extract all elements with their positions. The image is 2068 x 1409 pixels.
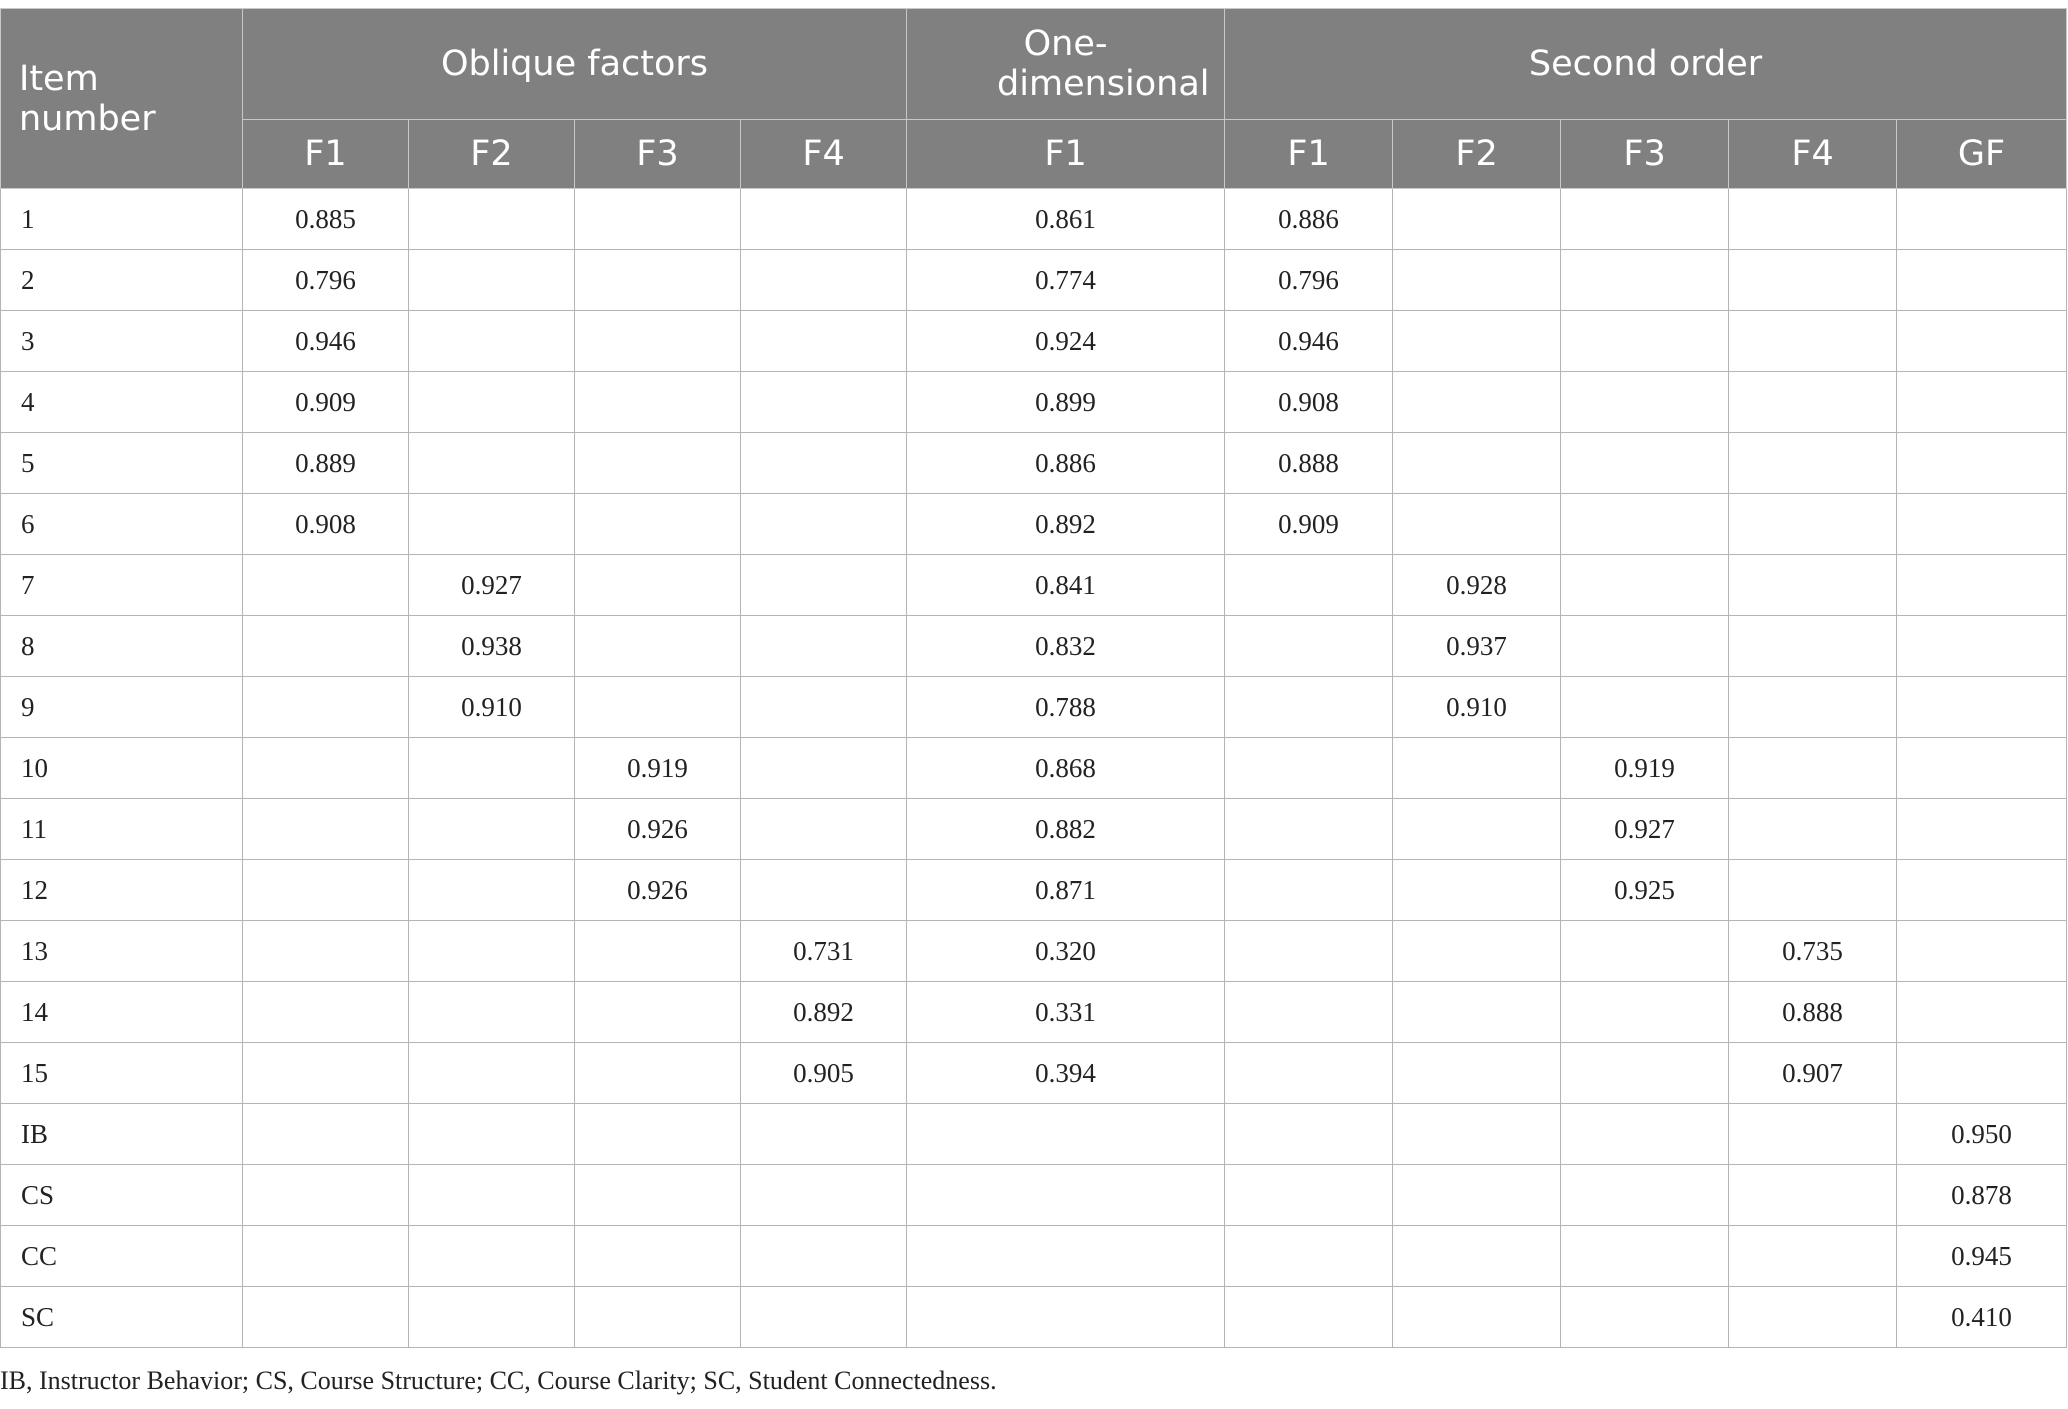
loading-cell: [1561, 250, 1729, 311]
loading-cell: 0.841: [907, 555, 1225, 616]
loading-cell: 0.910: [1393, 677, 1561, 738]
factor-loadings-table: [0, 8, 2067, 1348]
loading-cell: 0.882: [907, 799, 1225, 860]
loading-cell: [409, 1226, 575, 1287]
loading-cell: [243, 1104, 409, 1165]
loading-cell: [1897, 799, 2067, 860]
loading-cell: [1393, 372, 1561, 433]
item-label-cell: SC: [1, 1287, 243, 1348]
loading-cell: 0.888: [1225, 433, 1393, 494]
item-label-cell: 5: [1, 433, 243, 494]
loading-cell: [741, 372, 907, 433]
loading-cell: [1393, 250, 1561, 311]
loading-cell: [409, 982, 575, 1043]
loading-cell: [243, 982, 409, 1043]
subcolumn-header: F1: [1225, 120, 1393, 189]
loading-cell: [1225, 1165, 1393, 1226]
loading-cell: [409, 921, 575, 982]
loading-cell: [409, 1104, 575, 1165]
loading-cell: 0.928: [1393, 555, 1561, 616]
table-row: [1, 1226, 2067, 1287]
loading-cell: [1897, 616, 2067, 677]
table-row: [1, 860, 2067, 921]
loading-cell: [741, 189, 907, 250]
loading-cell: [741, 250, 907, 311]
loading-cell: 0.908: [1225, 372, 1393, 433]
item-label-cell: 7: [1, 555, 243, 616]
loading-cell: [1561, 189, 1729, 250]
loading-cell: [1897, 860, 2067, 921]
loading-cell: 0.926: [575, 860, 741, 921]
table-row: [1, 799, 2067, 860]
loading-cell: 0.331: [907, 982, 1225, 1043]
loading-cell: 0.878: [1897, 1165, 2067, 1226]
loading-cell: 0.907: [1729, 1043, 1897, 1104]
loading-cell: 0.946: [243, 311, 409, 372]
loading-cell: [1729, 189, 1897, 250]
loading-cell: [741, 433, 907, 494]
loading-cell: 0.394: [907, 1043, 1225, 1104]
loading-cell: [575, 677, 741, 738]
loading-cell: 0.924: [907, 311, 1225, 372]
loading-cell: [1225, 616, 1393, 677]
table-body: [1, 189, 2067, 1348]
loading-cell: [907, 1165, 1225, 1226]
loading-cell: [409, 799, 575, 860]
loading-cell: [575, 494, 741, 555]
loading-cell: [1729, 860, 1897, 921]
item-label-cell: 3: [1, 311, 243, 372]
loading-cell: [575, 1104, 741, 1165]
loading-cell: [1561, 677, 1729, 738]
loading-cell: 0.938: [409, 616, 575, 677]
loading-cell: [1561, 494, 1729, 555]
loading-cell: [575, 921, 741, 982]
subcolumn-header: F1: [907, 120, 1225, 189]
loading-cell: [1225, 1043, 1393, 1104]
loading-cell: [741, 1104, 907, 1165]
loading-cell: 0.950: [1897, 1104, 2067, 1165]
one-dimensional-header: One-dimensional: [907, 9, 1225, 120]
loading-cell: [409, 311, 575, 372]
loading-cell: [1561, 311, 1729, 372]
loading-cell: 0.937: [1393, 616, 1561, 677]
loading-cell: 0.892: [741, 982, 907, 1043]
loading-cell: [409, 738, 575, 799]
loading-cell: [409, 494, 575, 555]
item-label-cell: 13: [1, 921, 243, 982]
loading-cell: [575, 189, 741, 250]
loading-cell: [1897, 494, 2067, 555]
item-label-cell: 8: [1, 616, 243, 677]
loading-cell: 0.888: [1729, 982, 1897, 1043]
loading-cell: 0.886: [1225, 189, 1393, 250]
item-label-cell: 10: [1, 738, 243, 799]
loading-cell: 0.909: [1225, 494, 1393, 555]
loading-cell: [409, 860, 575, 921]
loading-cell: [1393, 494, 1561, 555]
loading-cell: [243, 677, 409, 738]
loading-cell: [243, 1043, 409, 1104]
loading-cell: [1393, 433, 1561, 494]
loading-cell: [409, 1287, 575, 1348]
loading-cell: [1561, 1226, 1729, 1287]
loading-cell: [575, 250, 741, 311]
loading-cell: [1561, 616, 1729, 677]
loading-cell: [1897, 677, 2067, 738]
loading-cell: [1561, 1043, 1729, 1104]
loading-cell: 0.410: [1897, 1287, 2067, 1348]
loading-cell: 0.945: [1897, 1226, 2067, 1287]
loading-cell: [243, 1165, 409, 1226]
item-label-cell: 15: [1, 1043, 243, 1104]
loading-cell: [907, 1287, 1225, 1348]
loading-cell: [1225, 1226, 1393, 1287]
loading-cell: [1897, 189, 2067, 250]
loading-cell: [243, 1287, 409, 1348]
loading-cell: 0.788: [907, 677, 1225, 738]
loading-cell: [1729, 433, 1897, 494]
loading-cell: [409, 372, 575, 433]
loading-cell: [243, 921, 409, 982]
loading-cell: 0.320: [907, 921, 1225, 982]
table-row: [1, 555, 2067, 616]
loading-cell: [575, 1165, 741, 1226]
item-label-cell: 9: [1, 677, 243, 738]
loading-cell: [907, 1104, 1225, 1165]
loading-cell: [1393, 982, 1561, 1043]
loading-cell: 0.926: [575, 799, 741, 860]
loading-cell: 0.868: [907, 738, 1225, 799]
loading-cell: [575, 311, 741, 372]
loading-cell: [243, 616, 409, 677]
loading-cell: 0.871: [907, 860, 1225, 921]
loading-cell: [1729, 1104, 1897, 1165]
subcolumn-header: F4: [1729, 120, 1897, 189]
loading-cell: 0.905: [741, 1043, 907, 1104]
table-row: [1, 372, 2067, 433]
loading-cell: [741, 311, 907, 372]
table-row: [1, 1104, 2067, 1165]
table-row: [1, 616, 2067, 677]
loading-cell: [243, 860, 409, 921]
loading-cell: [1393, 860, 1561, 921]
loading-cell: [575, 616, 741, 677]
loading-cell: [1561, 982, 1729, 1043]
loading-cell: [1897, 433, 2067, 494]
loading-cell: [1897, 1043, 2067, 1104]
table-row: [1, 250, 2067, 311]
loading-cell: [243, 1226, 409, 1287]
loading-cell: [1897, 738, 2067, 799]
loading-cell: [575, 555, 741, 616]
loading-cell: [1561, 921, 1729, 982]
loading-cell: [409, 433, 575, 494]
loading-cell: 0.731: [741, 921, 907, 982]
loading-cell: [1225, 921, 1393, 982]
loading-cell: 0.861: [907, 189, 1225, 250]
loading-cell: [1225, 555, 1393, 616]
loading-cell: [1393, 1165, 1561, 1226]
loading-cell: 0.796: [243, 250, 409, 311]
subcolumn-header: F3: [1561, 120, 1729, 189]
loading-cell: [575, 1043, 741, 1104]
loading-cell: 0.910: [409, 677, 575, 738]
loading-cell: [575, 1287, 741, 1348]
loading-cell: [409, 250, 575, 311]
loading-cell: [1897, 555, 2067, 616]
loading-cell: [1225, 677, 1393, 738]
loading-cell: 0.908: [243, 494, 409, 555]
loading-cell: [1897, 372, 2067, 433]
subcolumn-header: F2: [409, 120, 575, 189]
table-row: [1, 982, 2067, 1043]
loading-cell: [1393, 799, 1561, 860]
loading-cell: [1561, 372, 1729, 433]
loading-cell: [1561, 433, 1729, 494]
loading-cell: [243, 799, 409, 860]
loading-cell: [1897, 250, 2067, 311]
table-row: [1, 921, 2067, 982]
table-row: [1, 311, 2067, 372]
item-label-cell: 11: [1, 799, 243, 860]
loading-cell: [1225, 1287, 1393, 1348]
loading-cell: [1561, 555, 1729, 616]
table-row: [1, 189, 2067, 250]
loading-cell: 0.925: [1561, 860, 1729, 921]
subheader-row: [1, 120, 2067, 189]
loading-cell: [741, 1165, 907, 1226]
subcolumn-header: F1: [243, 120, 409, 189]
item-label-cell: 14: [1, 982, 243, 1043]
loading-cell: [1729, 372, 1897, 433]
item-label-cell: CC: [1, 1226, 243, 1287]
table-row: [1, 433, 2067, 494]
loading-cell: 0.919: [1561, 738, 1729, 799]
loading-cell: [741, 1226, 907, 1287]
loading-cell: 0.909: [243, 372, 409, 433]
loading-cell: [1393, 921, 1561, 982]
loading-cell: [575, 372, 741, 433]
loading-cell: [1393, 738, 1561, 799]
loading-cell: [1729, 555, 1897, 616]
item-label-cell: 6: [1, 494, 243, 555]
loading-cell: [1729, 494, 1897, 555]
second-order-header: Second order: [1225, 9, 2067, 120]
loading-cell: 0.886: [907, 433, 1225, 494]
loading-cell: [741, 1287, 907, 1348]
loading-cell: 0.919: [575, 738, 741, 799]
loading-cell: [1729, 677, 1897, 738]
loading-cell: [243, 555, 409, 616]
table-row: [1, 1165, 2067, 1226]
loading-cell: [741, 860, 907, 921]
loading-cell: [243, 738, 409, 799]
loading-cell: [1393, 311, 1561, 372]
table-row: [1, 1043, 2067, 1104]
loading-cell: [1393, 189, 1561, 250]
loading-cell: [1393, 1226, 1561, 1287]
loading-cell: [1729, 250, 1897, 311]
subcolumn-header: GF: [1897, 120, 2067, 189]
loading-cell: [1561, 1287, 1729, 1348]
loading-cell: [1729, 1226, 1897, 1287]
table-row: [1, 738, 2067, 799]
loading-cell: [1393, 1043, 1561, 1104]
loading-cell: 0.899: [907, 372, 1225, 433]
oblique-factors-header: Oblique factors: [243, 9, 907, 120]
loading-cell: [409, 1165, 575, 1226]
loading-cell: [1225, 1104, 1393, 1165]
loading-cell: [1729, 799, 1897, 860]
table-header: [1, 9, 2067, 189]
loading-cell: [1225, 860, 1393, 921]
loading-cell: 0.735: [1729, 921, 1897, 982]
loading-cell: [907, 1226, 1225, 1287]
loading-cell: [1729, 1287, 1897, 1348]
loading-cell: [1225, 799, 1393, 860]
loading-cell: [575, 982, 741, 1043]
loading-cell: 0.927: [409, 555, 575, 616]
factor-loadings-table-wrapper: [0, 8, 2066, 1348]
loading-cell: [1729, 738, 1897, 799]
subcolumn-header: F4: [741, 120, 907, 189]
loading-cell: [409, 189, 575, 250]
loading-cell: [1897, 921, 2067, 982]
loading-cell: [1393, 1287, 1561, 1348]
loading-cell: [575, 433, 741, 494]
table-row: [1, 494, 2067, 555]
loading-cell: 0.892: [907, 494, 1225, 555]
loading-cell: [1225, 738, 1393, 799]
loading-cell: [741, 799, 907, 860]
loading-cell: [1393, 1104, 1561, 1165]
table-row: [1, 677, 2067, 738]
loading-cell: [1897, 982, 2067, 1043]
loading-cell: [1729, 311, 1897, 372]
loading-cell: 0.774: [907, 250, 1225, 311]
loading-cell: [741, 616, 907, 677]
loading-cell: [741, 677, 907, 738]
item-label-cell: 2: [1, 250, 243, 311]
loading-cell: 0.927: [1561, 799, 1729, 860]
loading-cell: [1561, 1165, 1729, 1226]
loading-cell: [409, 1043, 575, 1104]
table-footnote: IB, Instructor Behavior; CS, Course Structure; CC, Course Clarity; SC, Student Connectedness.: [0, 1366, 997, 1395]
loading-cell: [1897, 311, 2067, 372]
loading-cell: 0.889: [243, 433, 409, 494]
loading-cell: [1729, 616, 1897, 677]
loading-cell: 0.885: [243, 189, 409, 250]
loading-cell: [741, 738, 907, 799]
loading-cell: [1225, 982, 1393, 1043]
loading-cell: 0.832: [907, 616, 1225, 677]
item-label-cell: 1: [1, 189, 243, 250]
loading-cell: [1729, 1165, 1897, 1226]
table-row: [1, 1287, 2067, 1348]
loading-cell: 0.796: [1225, 250, 1393, 311]
loading-cell: [1561, 1104, 1729, 1165]
item-label-cell: 4: [1, 372, 243, 433]
loading-cell: 0.946: [1225, 311, 1393, 372]
item-label-cell: CS: [1, 1165, 243, 1226]
loading-cell: [575, 1226, 741, 1287]
item-label-cell: 12: [1, 860, 243, 921]
subcolumn-header: F2: [1393, 120, 1561, 189]
item-label-cell: IB: [1, 1104, 243, 1165]
item-number-header: Item number: [1, 9, 243, 189]
loading-cell: [741, 555, 907, 616]
subcolumn-header: F3: [575, 120, 741, 189]
loading-cell: [741, 494, 907, 555]
